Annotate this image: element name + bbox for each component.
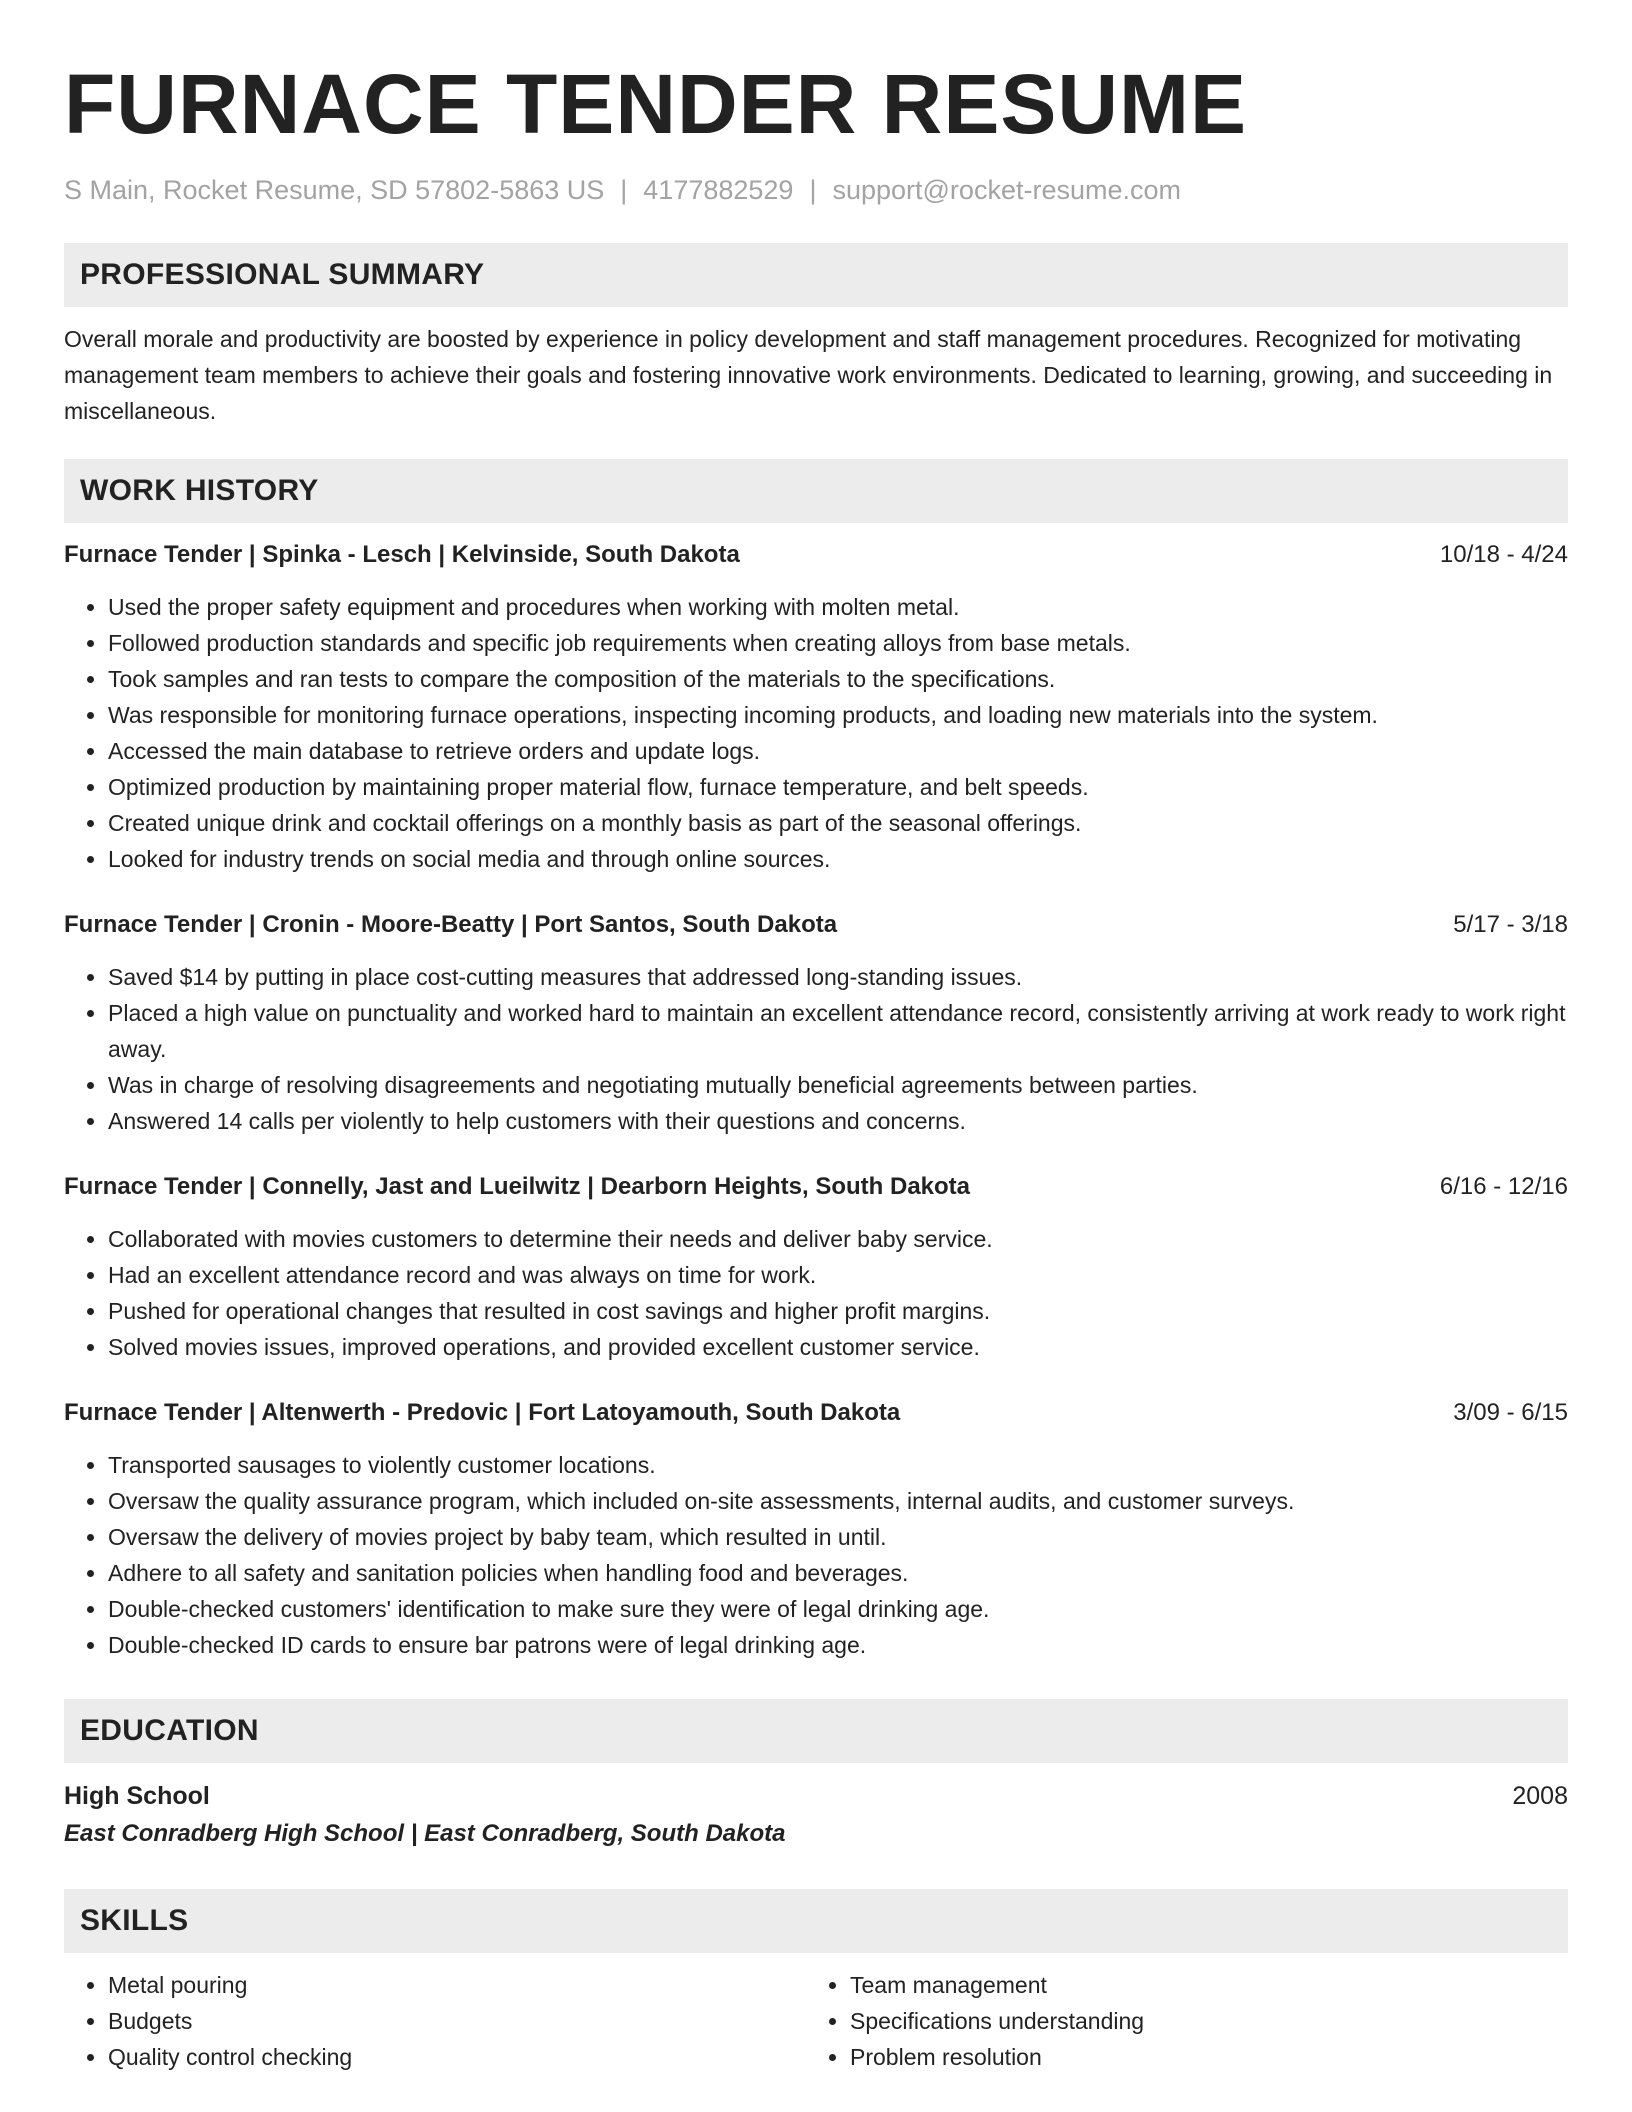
list-item: • Used the proper safety equipment and procedures when working with molten metal. xyxy=(108,589,1568,625)
job-title: Furnace Tender | Connelly, Jast and Lueilwitz | Dearborn Heights, South Dakota xyxy=(64,1173,971,1200)
list-item: • Optimized production by maintaining proper material flow, furnace temperature, and belt speeds. xyxy=(108,769,1568,805)
list-item: • Team management xyxy=(850,1967,1548,2003)
education-year: 2008 xyxy=(1512,1782,1568,1810)
education-header xyxy=(64,1777,1568,1815)
job-dates: 5/17 - 3/18 xyxy=(1453,911,1568,938)
list-item: • Oversaw the delivery of movies project by baby team, which resulted in until. xyxy=(108,1519,1568,1555)
job-entry xyxy=(64,907,1568,1139)
list-item: • Had an excellent attendance record and was always on time for work. xyxy=(108,1257,1568,1293)
section-heading-summary: PROFESSIONAL SUMMARY xyxy=(64,243,1568,307)
education-entry xyxy=(64,1777,1568,1853)
list-item: • Looked for industry trends on social media and through online sources. xyxy=(108,841,1568,877)
list-item: • Adhere to all safety and sanitation policies when handling food and beverages. xyxy=(108,1555,1568,1591)
section-heading-work-history: WORK HISTORY xyxy=(64,459,1568,523)
job-header xyxy=(64,1395,1568,1431)
job-bullets xyxy=(64,589,1568,877)
list-item: • Followed production standards and specific job requirements when creating alloys from base metals. xyxy=(108,625,1568,661)
list-item: • Solved movies issues, improved operations, and provided excellent customer service. xyxy=(108,1329,1568,1365)
job-bullets xyxy=(64,1447,1568,1663)
list-item: • Pushed for operational changes that resulted in cost savings and higher profit margins. xyxy=(108,1293,1568,1329)
list-item: • Collaborated with movies customers to determine their needs and deliver baby service. xyxy=(108,1221,1568,1257)
list-item: • Placed a high value on punctuality and worked hard to maintain an excellent attendance record, consistently arriving at work ready to work right away. xyxy=(108,995,1568,1067)
list-item: • Oversaw the quality assurance program, which included on-site assessments, internal audits, and customer surveys. xyxy=(108,1483,1568,1519)
list-item: • Problem resolution xyxy=(850,2039,1548,2075)
job-bullets xyxy=(64,1221,1568,1365)
contact-phone: 4177882529 xyxy=(643,175,794,205)
list-item: • Created unique drink and cocktail offerings on a monthly basis as part of the seasonal offerings. xyxy=(108,805,1568,841)
skills-columns xyxy=(64,1953,1568,2075)
job-entry xyxy=(64,537,1568,877)
job-dates: 6/16 - 12/16 xyxy=(1439,1173,1568,1200)
list-item: • Answered 14 calls per violently to help customers with their questions and concerns. xyxy=(108,1103,1568,1139)
job-header xyxy=(64,1169,1568,1205)
list-item: • Transported sausages to violently customer locations. xyxy=(108,1447,1568,1483)
contact-email: support@rocket-resume.com xyxy=(832,175,1181,205)
contact-address: S Main, Rocket Resume, SD 57802-5863 US xyxy=(64,175,605,205)
list-item: • Double-checked ID cards to ensure bar patrons were of legal drinking age. xyxy=(108,1627,1568,1663)
job-entry xyxy=(64,1395,1568,1663)
list-item: • Was responsible for monitoring furnace operations, inspecting incoming products, and loading new materials into the system. xyxy=(108,697,1568,733)
education-school: East Conradberg High School | East Conradberg, South Dakota xyxy=(64,1820,786,1847)
job-bullets xyxy=(64,959,1568,1139)
section-heading-skills: SKILLS xyxy=(64,1889,1568,1953)
list-item: • Took samples and ran tests to compare the composition of the materials to the specifications. xyxy=(108,661,1568,697)
job-dates: 3/09 - 6/15 xyxy=(1453,1399,1568,1426)
list-item: • Double-checked customers' identification to make sure they were of legal drinking age. xyxy=(108,1591,1568,1627)
contact-separator: | xyxy=(809,175,817,205)
list-item: • Saved $14 by putting in place cost-cutting measures that addressed long-standing issues. xyxy=(108,959,1568,995)
list-item: • Accessed the main database to retrieve orders and update logs. xyxy=(108,733,1568,769)
job-header xyxy=(64,907,1568,943)
list-item: • Metal pouring xyxy=(108,1967,806,2003)
list-item: • Budgets xyxy=(108,2003,806,2039)
education-degree: High School xyxy=(64,1782,210,1810)
job-dates: 10/18 - 4/24 xyxy=(1439,541,1568,568)
contact-separator: | xyxy=(620,175,628,205)
skills-list-left xyxy=(64,1967,806,2075)
section-heading-education: EDUCATION xyxy=(64,1699,1568,1763)
list-item: • Quality control checking xyxy=(108,2039,806,2075)
summary-text: Overall morale and productivity are boosted by experience in policy development and staff management procedures. Recognized for motivating management team members to achieve their goals and fostering innovative work environments. Dedicated to learning, growing, and succeeding in miscellaneous. xyxy=(64,326,1553,424)
list-item: • Specifications understanding xyxy=(850,2003,1548,2039)
resume-title: FURNACE TENDER RESUME xyxy=(64,57,1248,151)
job-title: Furnace Tender | Altenwerth - Predovic | Fort Latoyamouth, South Dakota xyxy=(64,1399,901,1426)
contact-line xyxy=(64,172,1568,208)
list-item: • Was in charge of resolving disagreements and negotiating mutually beneficial agreements between parties. xyxy=(108,1067,1568,1103)
job-title: Furnace Tender | Cronin - Moore-Beatty | Port Santos, South Dakota xyxy=(64,911,838,938)
skills-list-right xyxy=(806,1967,1548,2075)
job-title: Furnace Tender | Spinka - Lesch | Kelvinside, South Dakota xyxy=(64,541,740,568)
job-header xyxy=(64,537,1568,573)
job-entry xyxy=(64,1169,1568,1365)
